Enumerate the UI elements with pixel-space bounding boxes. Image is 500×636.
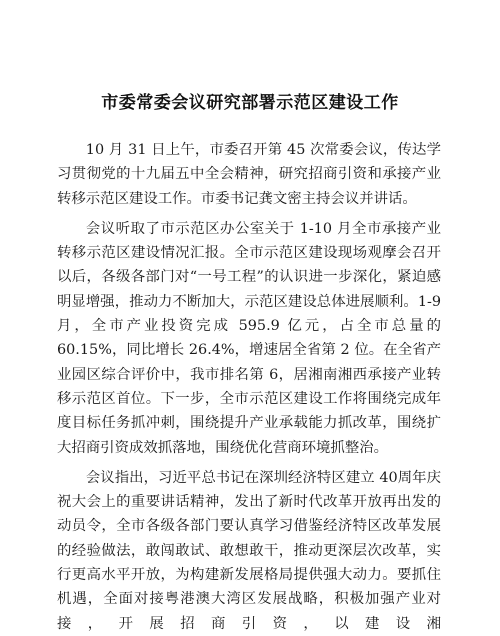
article-body [57,138,441,636]
article-title: 市委常委会议研究部署示范区建设工作 [101,93,399,113]
paragraph-3: 会议指出，习近平总书记在深圳经济特区建立 40周年庆祝大会上的重要讲话精神，发出了新时代改革开放再出发的动员令，全市各级各部门要认真学习借鉴经济特区改革发展的经验做法，敢闯敢试、敢想敢干，推动更深层次改革，实行更高水平开放，为构建新发展格局提供强大动力。要抓住机遇，全面对接粤港澳大湾区发展战略，积极加强产业对接，开展招商引资，以建设湘 [57,469,441,632]
paragraph-1: 10 月 31 日上午，市委召开第 45 次常委会议，传达学习贯彻党的十九届五中全会精神，研究招商引资和承接产业转移示范区建设工作。市委书记龚文密主持会议并讲话。 [57,142,441,207]
paragraph-2: 会议听取了市示范区办公室关于 1-10 月全市承接产业转移示范区建设情况汇报。全市示范区建设现场观摩会召开以后，各级各部门对“一号工程”的认识进一步深化，紧迫感明显增强，推动力不断加大，示范区建设总体进展顺利。1-9 月，全市产业投资完成 595.9 亿元，占全市总量的 60.15%，同比增长 26.4%，增速居全省第 2 位。在全省产业园区综合评价中，我市排名第 6，居湘南湘西承接产业转移示范区首位。下一步，全市示范区建设工作将围绕完成年度目标任务抓冲刺，围绕提升产业承载能力抓改革，围绕扩大招商引资成效抓落地，围绕优化营商环境抓整治。 [57,220,441,456]
